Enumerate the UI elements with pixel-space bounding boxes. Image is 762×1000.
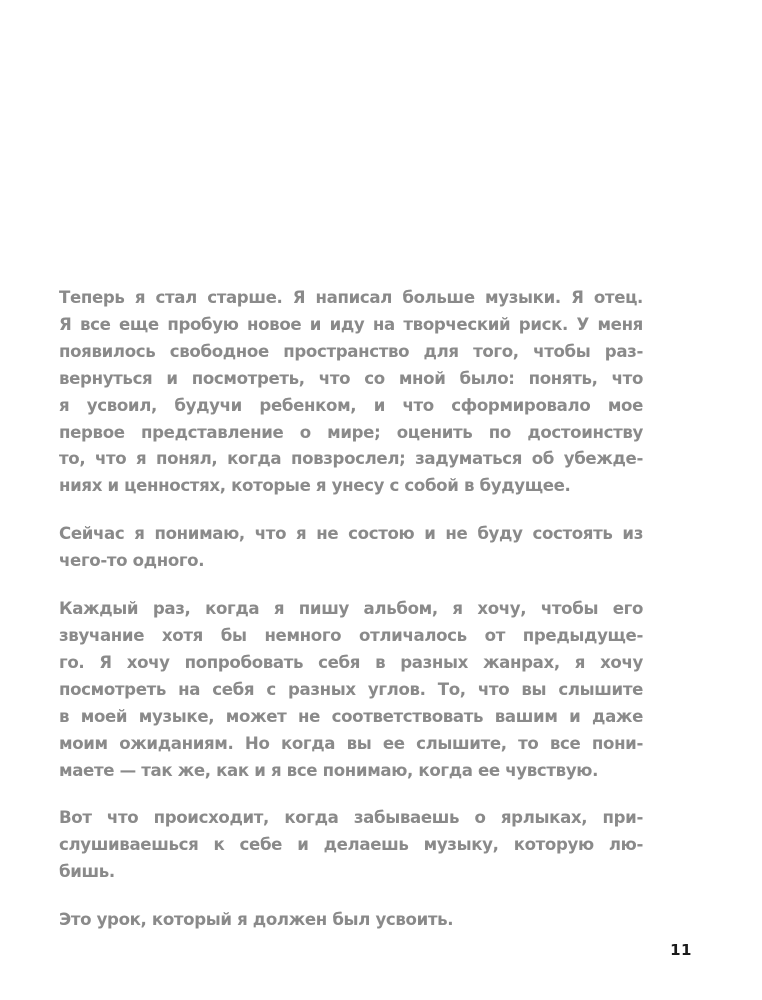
text-line: звучание хотя бы немного отличалось от предыдуще- [59,625,643,645]
text-line: в моей музыке, может не соответствовать вашим и даже [59,706,643,726]
text-line: появилось свободное пространство для того, чтобы раз- [59,341,643,361]
paragraph-2 [59,521,643,575]
text-line: вернуться и посмотреть, что со мной было: понять, что [59,368,643,388]
text-line: моим ожиданиям. Но когда вы ее слышите, то все пони- [59,733,643,753]
paragraph-5 [59,907,643,934]
text-line: я усвоил, будучи ребенком, и что сформировало мое [59,395,643,415]
text-line: маете — так же, как и я все понимаю, когда ее чувствую. [59,760,599,780]
text-line: посмотреть на себя с разных углов. То, что вы слышите [59,679,643,699]
text-line: Я все еще пробую новое и иду на творческий риск. У меня [59,314,643,334]
text-line: слушиваешься к себе и делаешь музыку, которую лю- [59,835,643,855]
paragraph-4 [59,805,643,886]
page-number: 11 [670,941,692,959]
text-line: Каждый раз, когда я пишу альбом, я хочу, чтобы его [59,599,643,619]
body-text [59,285,643,934]
paragraph-1 [59,285,643,500]
text-line: го. Я хочу попробовать себя в разных жанрах, я хочу [59,652,643,672]
paragraph-3 [59,596,643,784]
text-line: Теперь я стал старше. Я написал больше музыки. Я отец. [59,288,643,307]
text-line: Это урок, который я должен был усвоить. [59,910,454,930]
text-line: ниях и ценностях, которые я унесу с собой в будущее. [59,476,571,496]
text-line: Вот что происходит, когда забываешь о ярлыках, при- [59,808,643,828]
text-line: Сейчас я понимаю, что я не состою и не буду состоять из [59,524,643,544]
text-line: чего-то одного. [59,551,205,571]
text-line: первое представление о мире; оценить по достоинству [59,422,643,442]
text-line: бишь. [59,862,115,882]
text-line: то, что я понял, когда повзрослел; задуматься об убежде- [59,449,643,469]
